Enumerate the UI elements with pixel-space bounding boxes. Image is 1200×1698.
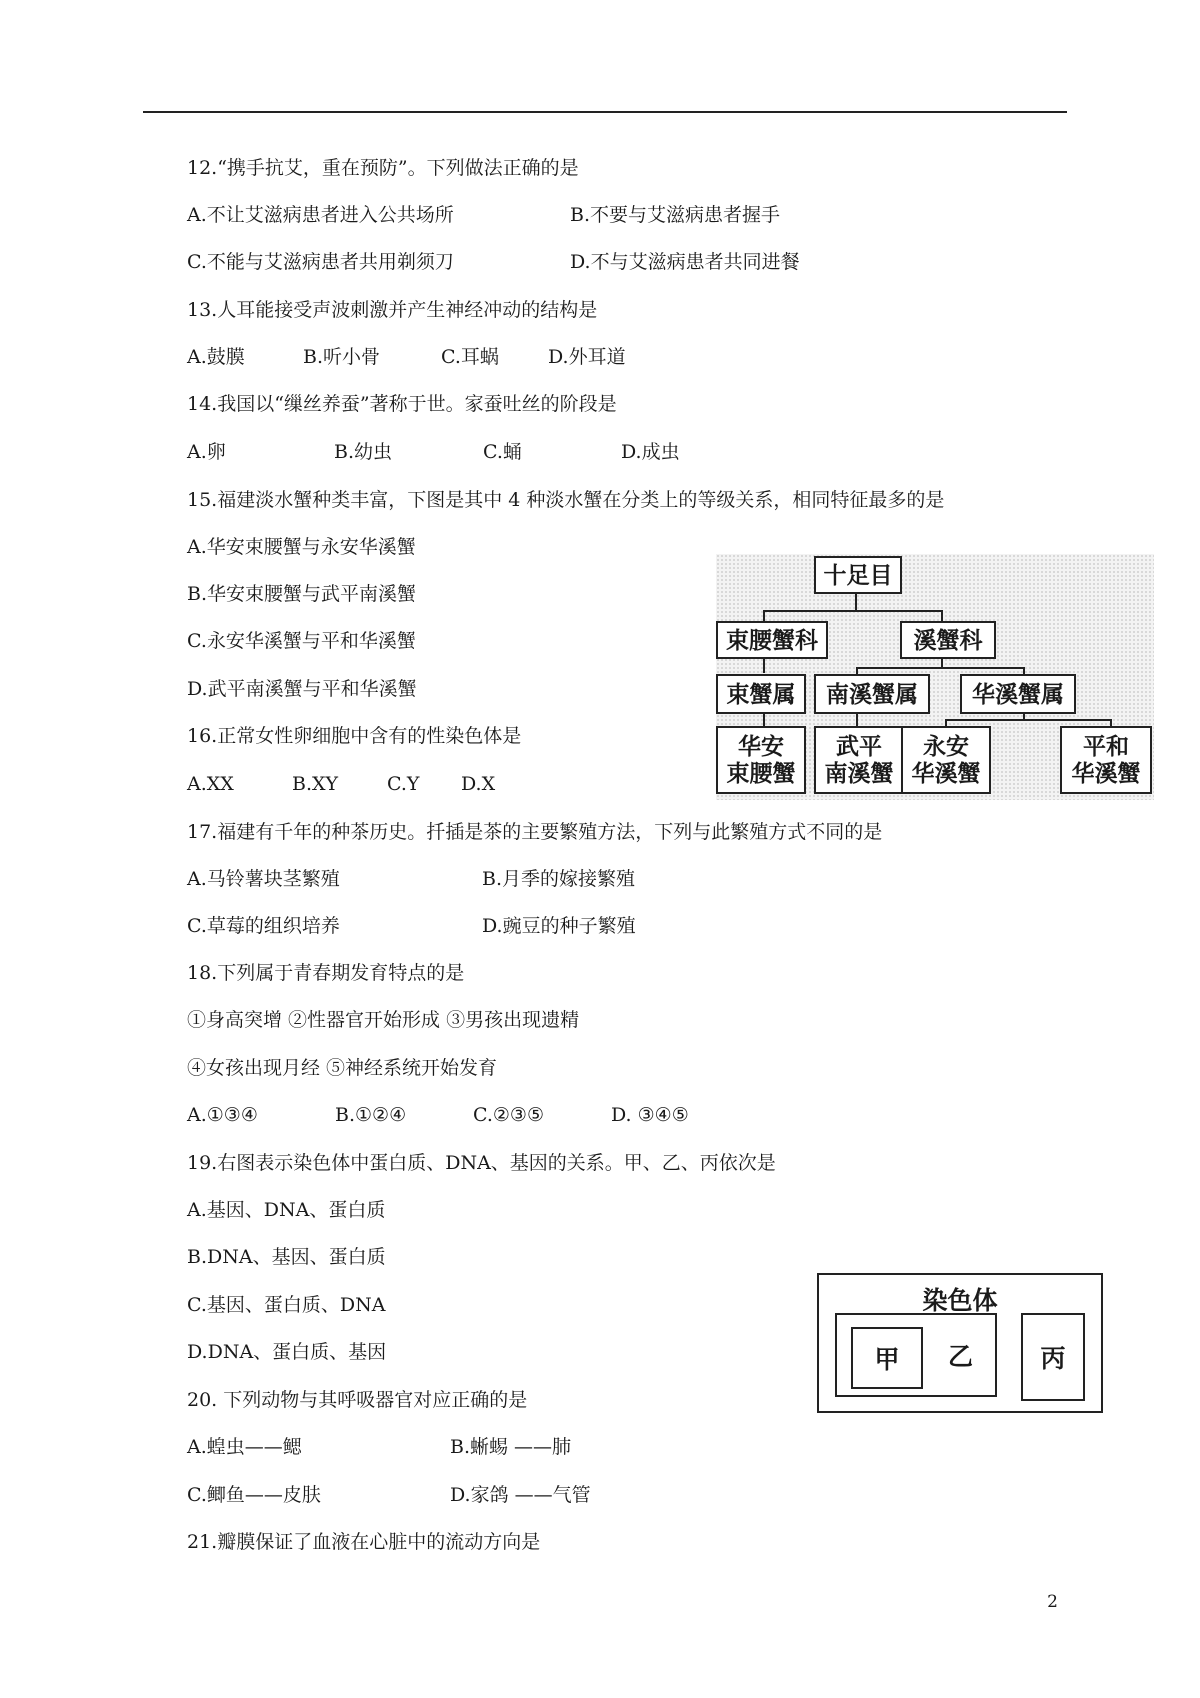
q18-items-line-2: ④女孩出现月经 ⑤神经系统开始发育 — [187, 1057, 498, 1079]
q18-option-c: C.②③⑤ — [473, 1104, 544, 1126]
q20-option-a: A.蝗虫——鳃 — [187, 1436, 302, 1458]
q14-option-c: C.蛹 — [483, 441, 522, 463]
q18-option-d: D. ③④⑤ — [611, 1104, 689, 1126]
connector — [945, 719, 1112, 721]
q12-option-c: C.不能与艾滋病患者共用剃须刀 — [187, 251, 454, 273]
yi-label: 乙 — [947, 1342, 973, 1371]
species-box-2 — [814, 726, 904, 794]
family-box-2: 溪蟹科 — [900, 621, 996, 659]
q20-option-c: C.鲫鱼——皮肤 — [187, 1484, 321, 1506]
q17-option-b: B.月季的嫁接繁殖 — [482, 868, 636, 890]
order-box: 十足目 — [814, 556, 902, 594]
species-3-line-1: 永安 — [923, 733, 969, 760]
connector — [941, 657, 943, 667]
q21-stem: 21.瓣膜保证了血液在心脏中的流动方向是 — [187, 1531, 541, 1553]
q18-option-a: A.①③④ — [187, 1104, 258, 1126]
q20-stem: 20. 下列动物与其呼吸器官对应正确的是 — [187, 1389, 528, 1411]
q15-stem: 15.福建淡水蟹种类丰富，下图是其中 4 种淡水蟹在分类上的等级关系，相同特征最多的是 — [187, 489, 945, 511]
q19-option-a: A.基因、DNA、蛋白质 — [187, 1199, 386, 1221]
q16-stem: 16.正常女性卵细胞中含有的性染色体是 — [187, 725, 522, 747]
species-2-line-1: 武平 — [836, 733, 882, 760]
q13-option-c: C.耳蜗 — [441, 346, 499, 368]
connector — [856, 712, 858, 726]
connector — [1110, 719, 1112, 726]
genus-box-3: 华溪蟹属 — [960, 674, 1076, 714]
q15-option-a: A.华安束腰蟹与永安华溪蟹 — [187, 536, 416, 558]
q14-option-b: B.幼虫 — [334, 441, 393, 463]
q12-option-a: A.不让艾滋病患者进入公共场所 — [187, 204, 454, 226]
connector — [763, 657, 765, 673]
connector — [1023, 667, 1025, 674]
q17-option-a: A.马铃薯块茎繁殖 — [187, 868, 340, 890]
q16-option-a: A.XX — [187, 773, 234, 795]
crab-classification-diagram — [716, 554, 1154, 800]
q15-option-c: C.永安华溪蟹与平和华溪蟹 — [187, 630, 416, 652]
q12-option-d: D.不与艾滋病患者共同进餐 — [570, 251, 800, 273]
connector — [855, 592, 857, 610]
connector — [941, 610, 943, 621]
connector — [763, 610, 765, 621]
family-box-1: 束腰蟹科 — [716, 621, 828, 659]
q14-option-d: D.成虫 — [621, 441, 680, 463]
q18-option-b: B.①②④ — [335, 1104, 407, 1126]
jia-label: 甲 — [874, 1345, 900, 1374]
species-3-line-2: 华溪蟹 — [911, 760, 981, 787]
q16-option-b: B.XY — [292, 773, 339, 795]
species-4-line-1: 平和 — [1083, 733, 1129, 760]
species-1-line-2: 束腰蟹 — [726, 760, 796, 787]
species-box-3 — [901, 726, 991, 794]
q14-option-a: A.卵 — [187, 441, 226, 463]
q18-stem: 18.下列属于青春期发育特点的是 — [187, 962, 465, 984]
connector — [1023, 712, 1025, 719]
q17-option-c: C.草莓的组织培养 — [187, 915, 340, 937]
connector — [856, 667, 858, 674]
q15-option-b: B.华安束腰蟹与武平南溪蟹 — [187, 583, 417, 605]
connector — [763, 610, 943, 612]
jia-box — [851, 1327, 923, 1389]
bing-box — [1021, 1313, 1085, 1401]
genus-box-2: 南溪蟹属 — [814, 674, 930, 714]
q14-stem: 14.我国以“缫丝养蚕”著称于世。家蚕吐丝的阶段是 — [187, 393, 617, 415]
chromosome-diagram — [817, 1273, 1103, 1413]
q13-option-b: B.听小骨 — [303, 346, 381, 368]
q15-option-d: D.武平南溪蟹与平和华溪蟹 — [187, 678, 417, 700]
q19-stem: 19.右图表示染色体中蛋白质、DNA、基因的关系。甲、乙、丙依次是 — [187, 1152, 776, 1174]
q20-option-b: B.蜥蜴 ——肺 — [450, 1436, 572, 1458]
species-box-1 — [716, 726, 806, 794]
header-rule — [143, 111, 1067, 113]
species-2-line-2: 南溪蟹 — [824, 760, 894, 787]
q12-option-b: B.不要与艾滋病患者握手 — [570, 204, 781, 226]
q17-option-d: D.豌豆的种子繁殖 — [482, 915, 636, 937]
q19-option-c: C.基因、蛋白质、DNA — [187, 1294, 386, 1316]
bing-label: 丙 — [1040, 1344, 1066, 1373]
chromosome-title: 染色体 — [922, 1286, 998, 1315]
connector — [945, 719, 947, 726]
q12-stem: 12.“携手抗艾，重在预防”。下列做法正确的是 — [187, 157, 579, 179]
q19-option-b: B.DNA、基因、蛋白质 — [187, 1246, 386, 1268]
connector — [856, 667, 1025, 669]
q13-stem: 13.人耳能接受声波刺激并产生神经冲动的结构是 — [187, 299, 598, 321]
species-1-line-1: 华安 — [738, 733, 784, 760]
species-4-line-2: 华溪蟹 — [1071, 760, 1141, 787]
q20-option-d: D.家鸽 ——气管 — [450, 1484, 591, 1506]
q19-option-d: D.DNA、蛋白质、基因 — [187, 1341, 387, 1363]
q16-option-d: D.X — [461, 773, 496, 795]
q13-option-d: D.外耳道 — [548, 346, 626, 368]
q13-option-a: A.鼓膜 — [187, 346, 245, 368]
genus-box-1: 束蟹属 — [716, 674, 806, 714]
connector — [763, 712, 765, 726]
q16-option-c: C.Y — [387, 773, 420, 795]
q18-items-line-1: ①身高突增 ②性器官开始形成 ③男孩出现遗精 — [187, 1009, 580, 1031]
page-number: 2 — [1047, 1592, 1058, 1612]
q17-stem: 17.福建有千年的种茶历史。扦插是茶的主要繁殖方法，下列与此繁殖方式不同的是 — [187, 821, 883, 843]
species-box-4 — [1060, 726, 1152, 794]
